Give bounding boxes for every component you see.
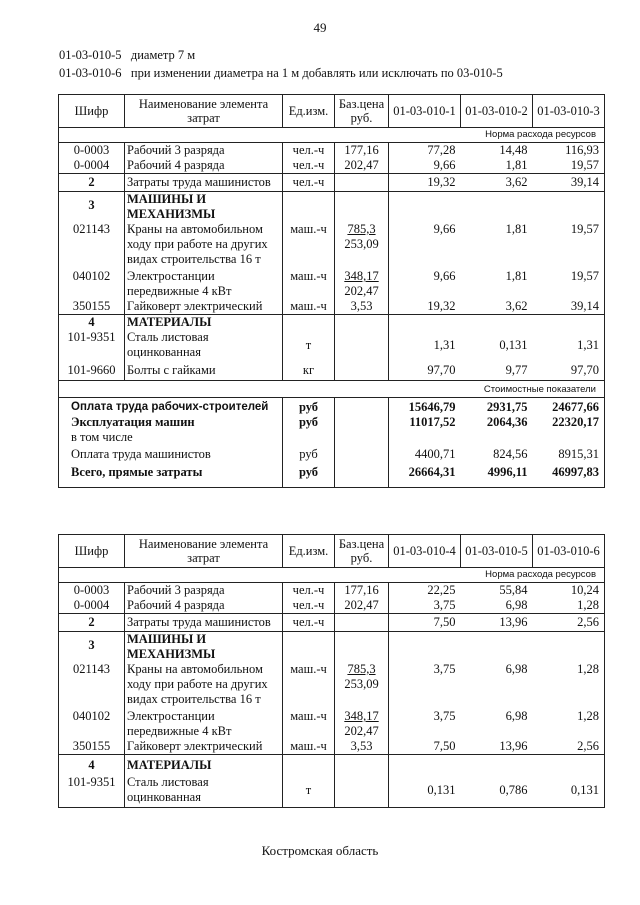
row-name: Затраты труда машинистов [125, 174, 283, 192]
row-value: 14,48 [499, 143, 528, 157]
row-value: 97,70 [389, 360, 461, 380]
row-name: Сталь листовая оцинкованная [125, 775, 283, 808]
cost-value: 11017,52 [389, 415, 461, 430]
section-row [59, 315, 605, 331]
section-code: 4 [59, 315, 125, 331]
cost-name: Оплата труда машинистов [59, 445, 283, 463]
row-value: 10,24 [533, 583, 605, 599]
row-value: 0,131 [389, 775, 461, 808]
row-unit: чел.-ч [283, 583, 335, 599]
row-code: 021143 [59, 222, 125, 267]
row-price [335, 174, 389, 192]
norm-label-row [59, 568, 605, 583]
row-code: 040102 [59, 707, 125, 739]
cost-row [59, 463, 605, 487]
table-row [59, 707, 605, 739]
row-value: 19,32 [389, 174, 461, 192]
row-value: 3,62 [461, 174, 533, 192]
cost-row [59, 397, 605, 415]
row-value: 97,70 [533, 360, 605, 380]
row-value: 1,28 [533, 707, 605, 739]
row-value: 39,14 [533, 299, 605, 315]
empty-cell [335, 755, 389, 775]
empty-cell [335, 430, 389, 445]
row-unit: т [283, 775, 335, 808]
row-code: 101-9660 [59, 360, 125, 380]
price-primary: 348,17 [344, 709, 379, 723]
cost-label-row [59, 380, 605, 397]
table-row [59, 583, 605, 599]
note-code: 01-03-010-6 [59, 66, 122, 80]
cost-value: 4400,71 [389, 445, 461, 463]
row-price: 202,47 [335, 598, 389, 614]
row-value: 1,28 [533, 598, 605, 614]
cost-value: 2931,75 [461, 397, 533, 415]
cost-name: Всего, прямые затраты [59, 463, 283, 487]
row-value: 39,14 [533, 174, 605, 192]
row-unit: маш.-ч [283, 222, 335, 267]
empty-cell [533, 632, 605, 663]
cost-unit: руб [283, 463, 335, 487]
row-value: 22,25 [389, 583, 461, 599]
section-row [59, 192, 605, 223]
row-value: 1,81 [505, 269, 528, 283]
header-price: Баз.цена руб. [335, 95, 389, 128]
resource-table-2 [58, 534, 605, 808]
row-value: 1,31 [389, 330, 461, 360]
row-price [335, 360, 389, 380]
cost-label: Стоимостные показатели [59, 380, 605, 397]
row-price [335, 267, 389, 299]
row-price: 3,53 [335, 739, 389, 755]
section-row [59, 632, 605, 663]
row-price [335, 330, 389, 360]
row-value: 19,32 [389, 299, 461, 315]
section-code: 4 [59, 755, 125, 775]
row-value: 1,28 [533, 662, 605, 707]
row-price: 177,16 [335, 583, 389, 599]
table-row [59, 360, 605, 380]
empty-cell [283, 430, 335, 445]
row-value: 13,96 [461, 614, 533, 632]
row-value: 2,56 [533, 614, 605, 632]
row-code: 040102 [59, 267, 125, 299]
header-name: Наименование элемента затрат [125, 535, 283, 568]
row-unit: чел.-ч [283, 158, 335, 174]
table-row [59, 775, 605, 808]
row-unit: чел.-ч [283, 614, 335, 632]
row-unit: маш.-ч [283, 739, 335, 755]
row-name: Электростанции передвижные 4 кВт [125, 267, 283, 299]
header-code: Шифр [59, 95, 125, 128]
row-price [335, 662, 389, 707]
cost-value: 824,56 [493, 447, 528, 461]
row-price: 3,53 [335, 299, 389, 315]
header-col: 01-03-010-1 [389, 95, 461, 128]
cost-value: 22320,17 [533, 415, 605, 430]
empty-cell [335, 463, 389, 487]
note-line [59, 48, 195, 63]
cost-unit: руб [283, 445, 335, 463]
row-code: 350155 [59, 299, 125, 315]
row-name: Краны на автомобильном ходу при работе на других видах строительства 16 т [125, 222, 283, 267]
row-name: Краны на автомобильном ходу при работе на других видах строительства 16 т [125, 662, 283, 707]
price-secondary: 202,47 [344, 284, 379, 298]
cost-value: 24677,66 [533, 397, 605, 415]
resource-table-1 [58, 94, 605, 488]
table-row [59, 299, 605, 315]
table-row [59, 330, 605, 360]
empty-cell [533, 192, 605, 223]
cost-name: в том числе [59, 430, 283, 445]
price-primary: 785,3 [347, 662, 376, 676]
row-price [335, 775, 389, 808]
empty-cell [461, 192, 533, 223]
row-code: 101-9351 [59, 330, 125, 360]
row-code: 2 [59, 614, 125, 632]
row-value: 13,96 [461, 739, 533, 755]
row-value: 7,50 [389, 739, 461, 755]
row-code: 0-0003 [59, 143, 125, 159]
cost-unit: руб [283, 415, 335, 430]
note-text: диаметр 7 м [130, 48, 196, 62]
table-row [59, 267, 605, 299]
row-value: 1,81 [505, 158, 528, 172]
row-value: 0,131 [533, 775, 605, 808]
table-row [59, 598, 605, 614]
row-name: Сталь листовая оцинкованная [125, 330, 283, 360]
table-row [59, 158, 605, 174]
cost-value: 8915,31 [533, 445, 605, 463]
row-name: Гайковерт электрический [125, 739, 283, 755]
empty-cell [461, 430, 533, 445]
row-name: Электростанции передвижные 4 кВт [125, 707, 283, 739]
row-code: 2 [59, 174, 125, 192]
empty-cell [283, 192, 335, 223]
cost-value: 15646,79 [389, 397, 461, 415]
section-row [59, 755, 605, 775]
note-text: при изменении диаметра на 1 м добавлять или исключать по 03-010-5 [130, 66, 503, 80]
header-col: 01-03-010-5 [461, 535, 533, 568]
empty-cell [335, 445, 389, 463]
cost-name: Эксплуатация машин [59, 415, 283, 430]
empty-cell [389, 632, 461, 663]
cost-value: 46997,83 [533, 463, 605, 487]
row-name: Рабочий 3 разряда [125, 143, 283, 159]
section-code: 3 [59, 632, 125, 663]
row-name: Затраты труда машинистов [125, 614, 283, 632]
row-code: 021143 [59, 662, 125, 707]
header-col: 01-03-010-4 [389, 535, 461, 568]
table-row [59, 739, 605, 755]
row-unit: чел.-ч [283, 598, 335, 614]
price-secondary: 253,09 [344, 237, 379, 251]
row-value: 19,57 [533, 267, 605, 299]
empty-cell [283, 315, 335, 331]
row-code: 350155 [59, 739, 125, 755]
header-price: Баз.цена руб. [335, 535, 389, 568]
empty-cell [389, 755, 461, 775]
row-unit: чел.-ч [283, 143, 335, 159]
empty-cell [533, 430, 605, 445]
row-value: 1,81 [505, 222, 528, 236]
empty-cell [461, 315, 533, 331]
row-value: 9,77 [461, 360, 533, 380]
row-value: 9,66 [389, 158, 461, 174]
row-name: Болты с гайками [125, 360, 283, 380]
row-value: 19,57 [533, 222, 605, 267]
row-price [335, 614, 389, 632]
row-value: 77,28 [389, 143, 461, 159]
price-secondary: 253,09 [344, 677, 379, 691]
row-name: Гайковерт электрический [125, 299, 283, 315]
table-header-row [59, 535, 605, 568]
cost-value: 2064,36 [486, 415, 528, 429]
cost-row [59, 430, 605, 445]
row-value: 6,98 [505, 598, 528, 612]
table-header-row [59, 95, 605, 128]
row-code: 101-9351 [59, 775, 125, 808]
table-row [59, 174, 605, 192]
row-price: 202,47 [335, 158, 389, 174]
row-code: 0-0004 [59, 598, 125, 614]
empty-cell [461, 755, 533, 775]
row-value: 3,75 [389, 707, 461, 739]
header-unit: Ед.изм. [283, 95, 335, 128]
row-value: 9,66 [389, 222, 461, 267]
table-row [59, 662, 605, 707]
row-value: 0,131 [499, 338, 528, 352]
row-value: 3,75 [389, 662, 461, 707]
header-code: Шифр [59, 535, 125, 568]
cost-row [59, 415, 605, 430]
price-secondary: 202,47 [344, 724, 379, 738]
price-primary: 785,3 [347, 222, 376, 236]
table-row [59, 222, 605, 267]
empty-cell [533, 315, 605, 331]
cost-row [59, 445, 605, 463]
empty-cell [283, 755, 335, 775]
footer-region: Костромская область [261, 843, 379, 858]
header-col: 01-03-010-3 [533, 95, 605, 128]
cost-value: 26664,31 [389, 463, 461, 487]
row-value: 9,66 [389, 267, 461, 299]
row-value: 6,98 [505, 662, 528, 676]
row-name: Рабочий 4 разряда [125, 598, 283, 614]
row-value: 116,93 [533, 143, 605, 159]
empty-cell [389, 315, 461, 331]
row-code: 0-0004 [59, 158, 125, 174]
row-value: 3,62 [461, 299, 533, 315]
note-line [59, 66, 503, 81]
row-value: 7,50 [389, 614, 461, 632]
row-unit: маш.-ч [283, 707, 335, 739]
section-code: 3 [59, 192, 125, 223]
section-title: МАТЕРИАЛЫ [125, 315, 283, 331]
row-value: 6,98 [505, 709, 528, 723]
norm-label: Норма расхода ресурсов [59, 128, 605, 143]
section-title: МАШИНЫ И МЕХАНИЗМЫ [125, 632, 283, 663]
cost-value: 4996,11 [461, 463, 533, 487]
row-price [335, 222, 389, 267]
header-unit: Ед.изм. [283, 535, 335, 568]
empty-cell [389, 430, 461, 445]
page-number: 49 [313, 20, 327, 35]
empty-cell [335, 415, 389, 430]
row-name: Рабочий 3 разряда [125, 583, 283, 599]
row-code: 0-0003 [59, 583, 125, 599]
norm-label: Норма расхода ресурсов [59, 568, 605, 583]
row-unit: чел.-ч [283, 174, 335, 192]
norm-label-row [59, 128, 605, 143]
header-col: 01-03-010-6 [533, 535, 605, 568]
row-unit: маш.-ч [283, 267, 335, 299]
empty-cell [389, 192, 461, 223]
empty-cell [461, 632, 533, 663]
row-unit: маш.-ч [283, 662, 335, 707]
row-value: 19,57 [533, 158, 605, 174]
section-title: МАШИНЫ И МЕХАНИЗМЫ [125, 192, 283, 223]
price-primary: 348,17 [344, 269, 379, 283]
cost-unit: руб [283, 397, 335, 415]
row-unit: маш.-ч [283, 299, 335, 315]
row-price [335, 707, 389, 739]
row-value: 2,56 [533, 739, 605, 755]
row-value: 0,786 [461, 775, 533, 808]
empty-cell [335, 632, 389, 663]
empty-cell [533, 755, 605, 775]
table-row [59, 143, 605, 159]
header-col: 01-03-010-2 [461, 95, 533, 128]
row-value: 55,84 [499, 583, 528, 597]
row-value: 1,31 [533, 330, 605, 360]
row-name: Рабочий 4 разряда [125, 158, 283, 174]
empty-cell [335, 192, 389, 223]
empty-cell [283, 632, 335, 663]
empty-cell [335, 315, 389, 331]
row-unit: т [283, 330, 335, 360]
table-row [59, 614, 605, 632]
section-title: МАТЕРИАЛЫ [125, 755, 283, 775]
note-code: 01-03-010-5 [59, 48, 122, 62]
header-name: Наименование элемента затрат [125, 95, 283, 128]
row-value: 3,75 [389, 598, 461, 614]
empty-cell [335, 397, 389, 415]
row-price: 177,16 [335, 143, 389, 159]
cost-name: Оплата труда рабочих-строителей [59, 397, 283, 415]
row-unit: кг [283, 360, 335, 380]
